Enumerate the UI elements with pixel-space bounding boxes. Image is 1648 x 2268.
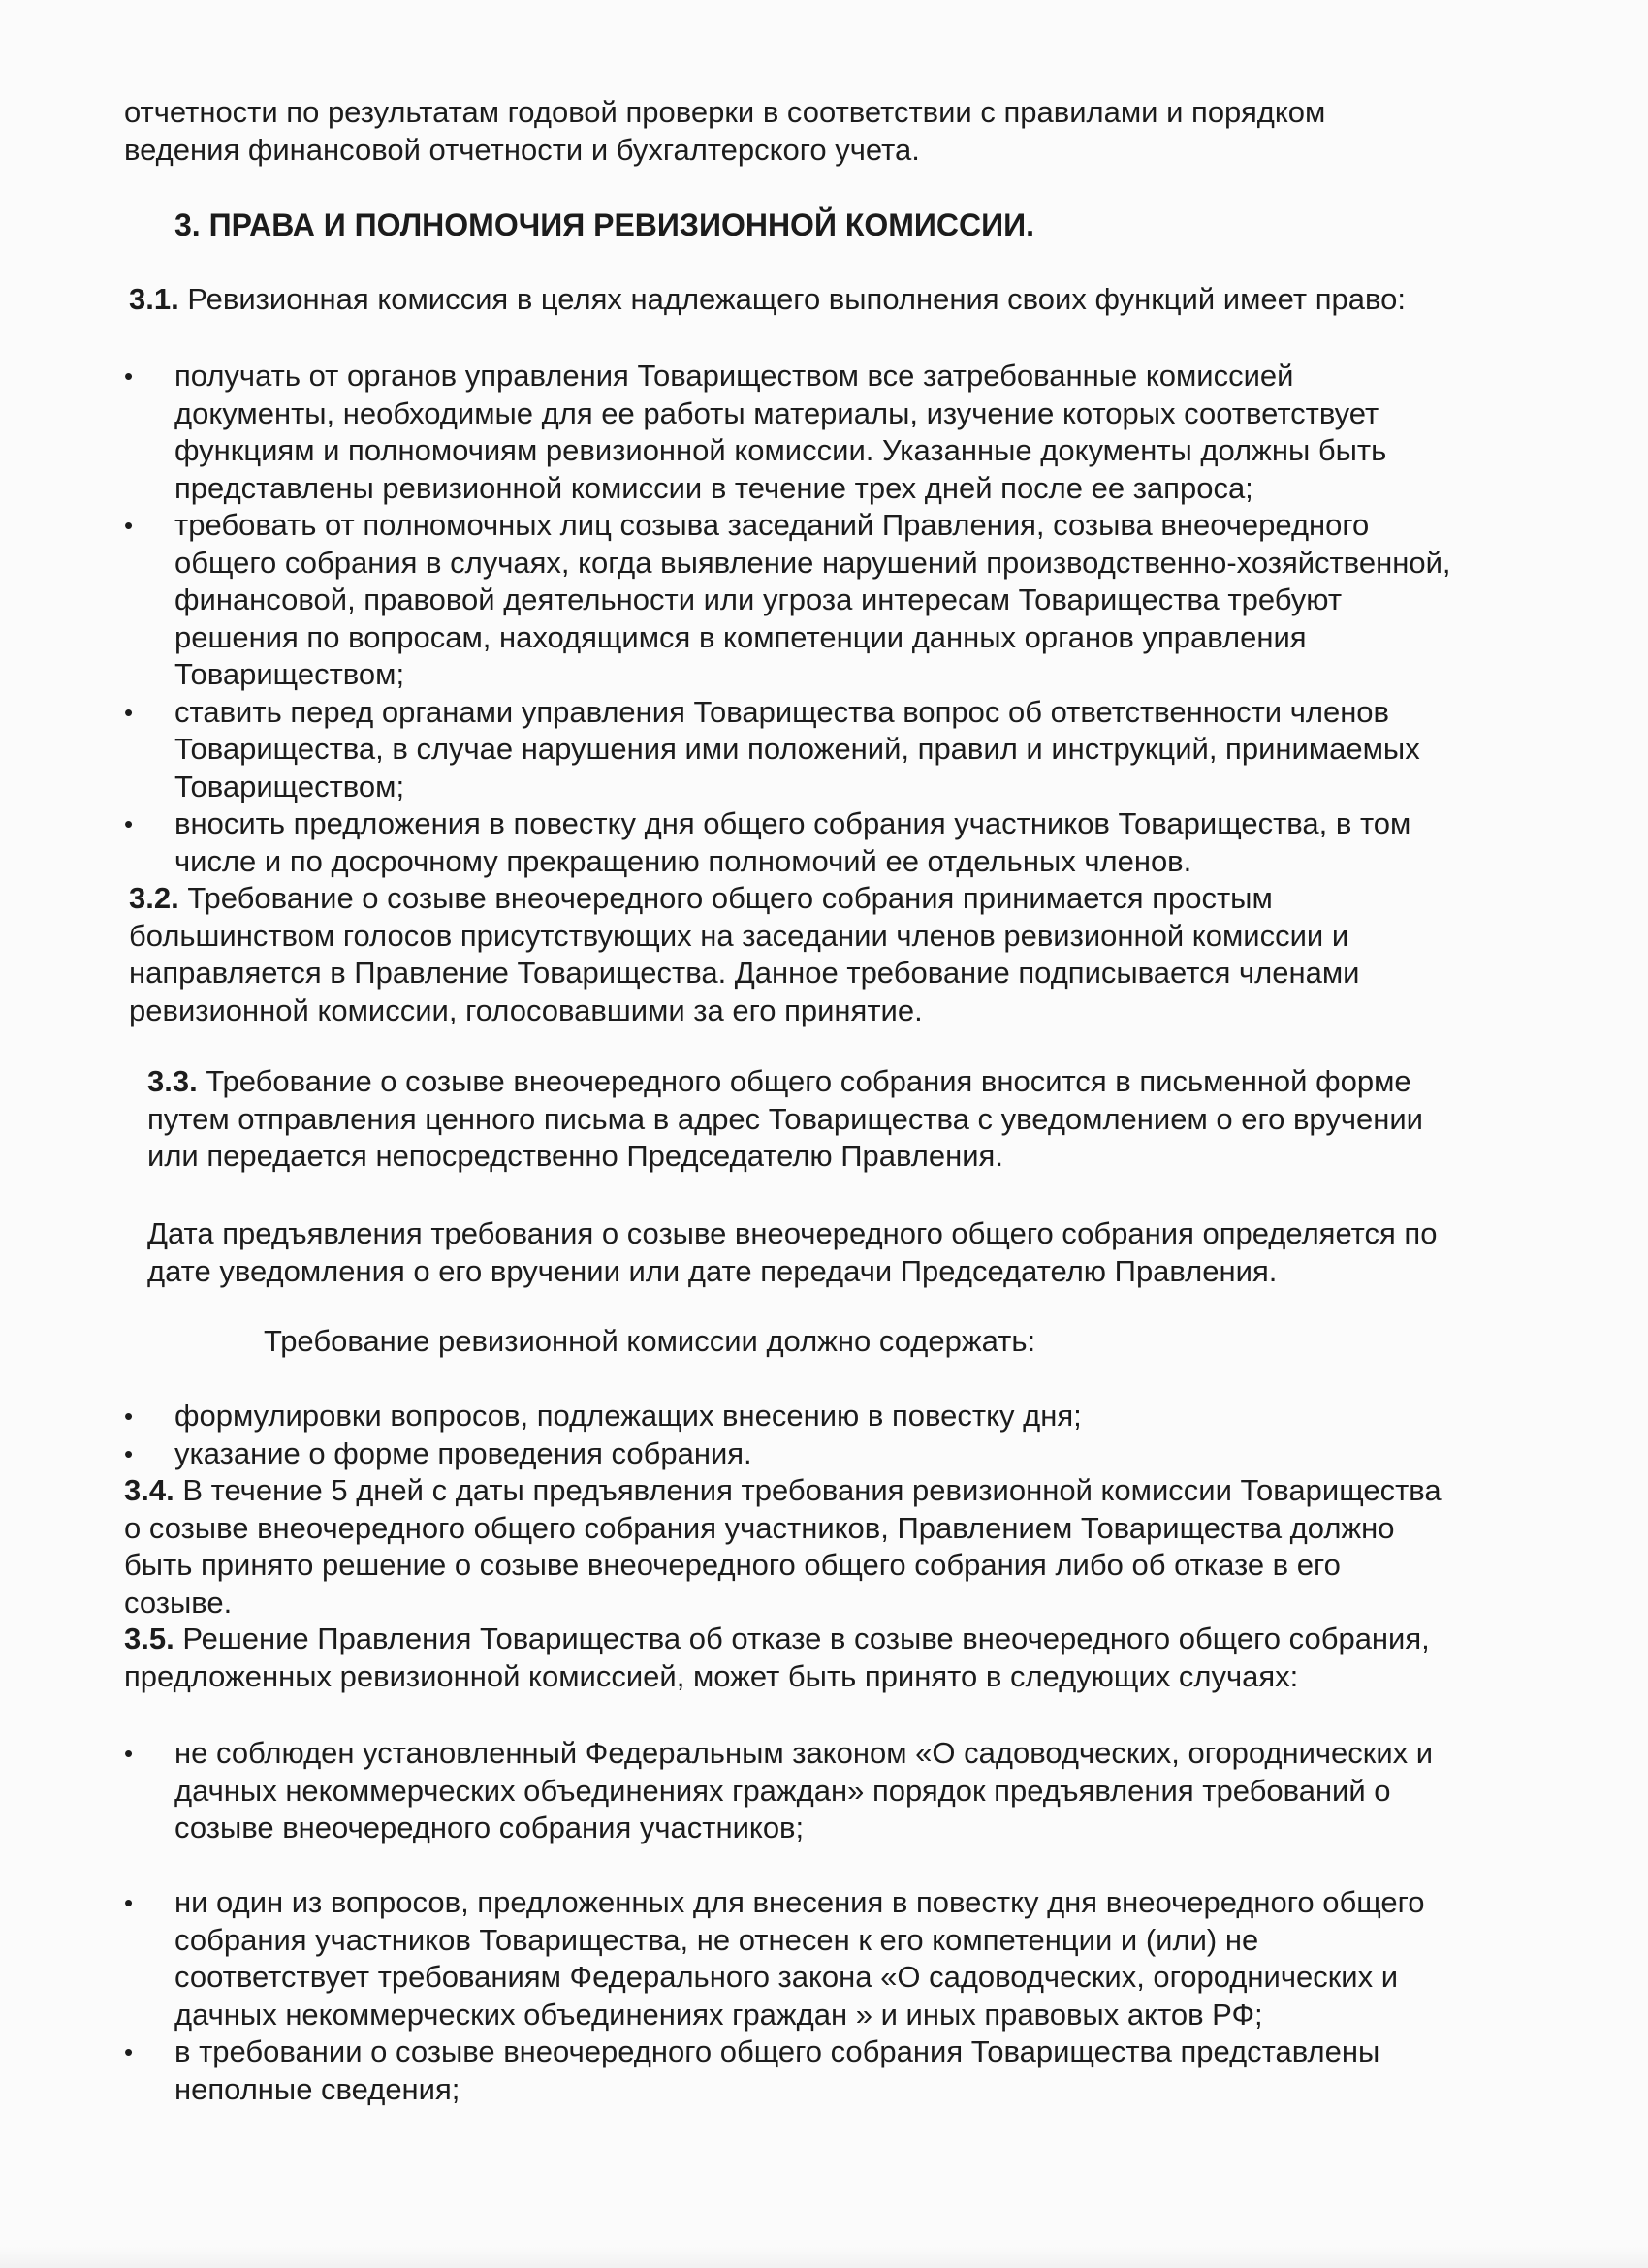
clause-3-3	[147, 1063, 1423, 1176]
scan-bottom-edge	[0, 2247, 1648, 2268]
clause-3-2	[129, 880, 1359, 1029]
text-line: путем отправления ценного письма в адрес Товарищества с уведомлением о его вручении	[147, 1101, 1423, 1136]
text-line: • требовать от полномочных лиц созыва заседаний Правления, созыва внеочередного	[174, 508, 1370, 542]
refusal-cases-list	[124, 1884, 1598, 2108]
section-heading: 3. ПРАВА И ПОЛНОМОЧИЯ РЕВИЗИОННОЙ КОМИССИИ.	[174, 207, 1035, 242]
text-line: общего собрания в случаях, когда выявление нарушений производственно-хозяйственной,	[174, 545, 1451, 580]
text-line: или передается непосредственно Председателю Правления.	[147, 1139, 1003, 1173]
text-line: представлены ревизионной комиссии в течение трех дней после ее запроса;	[174, 470, 1253, 505]
text-line: Товарищества, в случае нарушения ими положений, правил и инструкций, принимаемых	[174, 732, 1420, 766]
clause-number: 3.2.	[129, 881, 179, 915]
must-contain-line: Требование ревизионной комиссии должно содержать:	[264, 1324, 1036, 1358]
text-line: быть принято решение о созыве внеочередного общего собрания либо об отказе в его	[124, 1548, 1341, 1582]
text-line: предложенных ревизионной комиссией, может быть принято в следующих случаях:	[124, 1658, 1299, 1693]
text-line: собрания участников Товарищества, не отнесен к его компетенции и (или) не	[174, 1922, 1259, 1957]
clause-3-1	[129, 281, 1406, 319]
rights-list	[124, 358, 1598, 880]
list-item	[124, 507, 1598, 694]
list-item	[124, 358, 1598, 507]
refusal-case-item	[124, 1735, 1598, 1847]
clause-number: 3.1.	[129, 282, 179, 316]
list-item	[124, 1435, 1598, 1473]
list-item	[124, 694, 1598, 806]
text-line: • ни один из вопросов, предложенных для внесения в повестку дня внеочередного общего	[174, 1885, 1425, 1919]
clause-3-4	[124, 1472, 1442, 1622]
text-line: направляется в Правление Товарищества. Данное требование подписывается членами	[129, 956, 1360, 990]
text-line: дате уведомления о его вручении или дате передачи Председателю Правления.	[147, 1253, 1278, 1288]
text-line: Требование о созыве внеочередного общего собрания вносится в письменной форме	[197, 1064, 1411, 1098]
clause-text: Ревизионная комиссия в целях надлежащего выполнения своих функций имеет право:	[178, 282, 1406, 316]
text-line: созыве.	[124, 1585, 233, 1620]
text-line: • формулировки вопросов, подлежащих внесению в повестку дня;	[174, 1399, 1082, 1433]
text-line: Решение Правления Товарищества об отказе в созыве внеочередного общего собрания,	[174, 1622, 1430, 1655]
clause-3-5	[124, 1621, 1430, 1695]
list-item	[124, 2033, 1598, 2108]
text-line: соответствует требованиям Федерального закона «О садоводческих, огороднических и	[174, 1960, 1399, 1994]
list-item	[124, 1884, 1598, 2033]
clause-number: 3.3.	[147, 1064, 198, 1098]
intro-paragraph	[124, 94, 1325, 169]
date-paragraph	[147, 1215, 1437, 1290]
text-line: финансовой, правовой деятельности или угроза интересам Товарищества требуют	[174, 583, 1343, 616]
text-line: дачных некоммерческих объединениях граждан» порядок предъявления требований о	[174, 1773, 1391, 1808]
text-line: • ставить перед органами управления Товарищества вопрос об ответственности членов	[174, 694, 1390, 729]
text-line: • в требовании о созыве внеочередного общего собрания Товарищества представлены	[174, 2034, 1380, 2068]
text-line: Требование о созыве внеочередного общего собрания принимается простым	[178, 881, 1273, 915]
text-line: • получать от органов управления Товариществом все затребованные комиссией	[174, 359, 1294, 393]
text-line: дачных некоммерческих объединениях граждан » и иных правовых актов РФ;	[174, 1997, 1263, 2032]
list-item	[124, 805, 1598, 880]
text-line: • вносить предложения в повестку дня общего собрания участников Товарищества, в том	[174, 806, 1411, 840]
contents-list	[124, 1398, 1598, 1472]
text-line: о созыве внеочередного общего собрания участников, Правлением Товарищества должно	[124, 1510, 1395, 1545]
text-line: В течение 5 дней с даты предъявления требования ревизионной комиссии Товарищества	[174, 1473, 1442, 1507]
text-line: • не соблюден установленный Федеральным законом «О садоводческих, огороднических и	[174, 1736, 1434, 1770]
list-item	[124, 1398, 1598, 1435]
clause-number: 3.5.	[124, 1622, 174, 1655]
text-line: отчетности по результатам годовой проверки в соответствии с правилами и порядком	[124, 95, 1326, 129]
text-line: Дата предъявления требования о созыве внеочередного общего собрания определяется по	[147, 1216, 1438, 1250]
text-line: созыве внеочередного собрания участников;	[174, 1811, 805, 1844]
text-line: большинством голосов присутствующих на заседании членов ревизионной комиссии и	[129, 918, 1349, 953]
text-line: функциям и полномочиям ревизионной комиссии. Указанные документы должны быть	[174, 433, 1387, 467]
list-item	[124, 1735, 1598, 1847]
text-line: Товариществом;	[174, 769, 405, 803]
text-line: числе и по досрочному прекращению полномочий ее отдельных членов.	[174, 843, 1192, 878]
text-line: ревизионной комиссии, голосовавшими за его принятие.	[129, 992, 923, 1027]
text-line: неполные сведения;	[174, 2071, 460, 2106]
text-line: Товариществом;	[174, 657, 405, 691]
text-line: • указание о форме проведения собрания.	[174, 1435, 752, 1470]
clause-number: 3.4.	[124, 1473, 174, 1507]
text-line: ведения финансовой отчетности и бухгалтерского учета.	[124, 132, 920, 167]
text-line: документы, необходимые для ее работы материалы, изучение которых соответствует	[174, 395, 1379, 430]
text-line: решения по вопросам, находящимся в компетенции данных органов управления	[174, 619, 1307, 654]
